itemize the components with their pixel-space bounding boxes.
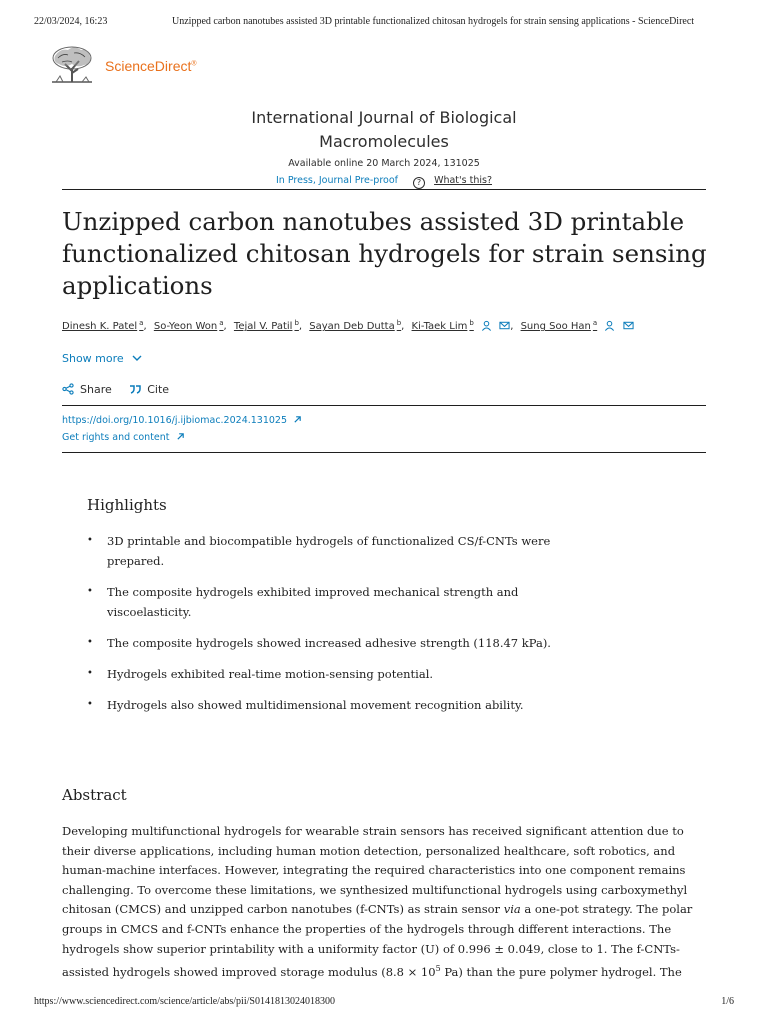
title-line2: functionalized chitosan hydrogels for strain sensing [62, 239, 707, 268]
print-footer [34, 996, 734, 1010]
highlights-list [87, 531, 567, 726]
share-label: Share [80, 383, 112, 396]
print-datetime: 22/03/2024, 16:23 [34, 16, 108, 27]
cite-button[interactable] [129, 383, 169, 396]
quote-icon [129, 383, 141, 395]
brand-name: ScienceDirect® [105, 58, 197, 74]
metadata-divider [62, 452, 706, 453]
author-link[interactable]: Tejal V. Patil $^b$ [233, 319, 299, 333]
header-divider [62, 189, 706, 190]
journal-name[interactable] [0, 106, 768, 154]
availability-date: Available online 20 March 2024, 131025 [288, 158, 480, 169]
author-list [62, 319, 712, 332]
question-icon[interactable]: ? [413, 177, 425, 189]
list-item: • The composite hydrogels exhibited improved mechanical strength and viscoelasticity. [87, 582, 567, 622]
journal-name-line2[interactable]: Macromolecules [319, 132, 449, 151]
author-link[interactable]: Sung Soo Han $^a$ [520, 319, 598, 333]
author-separator: , [510, 321, 514, 333]
list-item: • Hydrogels also showed multidimensional movement recognition ability. [87, 695, 567, 715]
author-link[interactable]: So-Yeon Won $^a$ [153, 319, 224, 333]
title-line3: applications [62, 271, 213, 300]
mail-icon[interactable] [623, 320, 634, 331]
sciencedirect-logo[interactable] [48, 44, 248, 84]
author-separator: , [143, 321, 147, 333]
journal-name-line1[interactable]: International Journal of Biological [251, 108, 517, 127]
publication-status [0, 175, 768, 189]
list-item: • Hydrogels exhibited real-time motion-sensing potential. [87, 664, 567, 684]
mail-icon[interactable] [499, 320, 510, 331]
author-link[interactable]: Sayan Deb Dutta $^b$ [309, 319, 402, 333]
share-icon [62, 383, 74, 395]
highlights-heading: Highlights [87, 496, 167, 514]
doi-link[interactable] [62, 415, 302, 426]
author-link[interactable]: Dinesh K. Patel $^a$ [62, 319, 144, 333]
doi-text: https://doi.org/10.1016/j.ijbiomac.2024.131025 [62, 415, 288, 426]
external-link-icon [293, 415, 302, 424]
article-actions [62, 383, 183, 396]
author-link[interactable]: Ki-Taek Lim $^b$ [411, 319, 474, 333]
abstract-text: Developing multifunctional hydrogels for wearable strain sensors has received significant attention due to their diverse applications, including human motion detection, personalized healthcare, soft robotics, and human-machine interfaces. However, integrating the required characteristics into one component remains challenging. To overcome these limitations, we synthesized multifunctional hydrogels using carboxymethyl chitosan (CMCS) and unzipped carbon nanotubes (f-CNTs) as strain sensor via a one-pot strategy. The polar groups in CMCS and f-CNTs enhance the properties of the hydrogels through different interactions. The hydrogels show superior printability with a uniformity factor (U) of 0.996 ± 0.049, close to 1. The f-CNTs- assisted hydrogels showed improved storage modulus ($8.8 \times 10^5$ Pa) than the pure polymer hydrogel. The [62, 824, 693, 979]
author-separator: , [401, 321, 405, 333]
preproof-link[interactable]: In Press, Journal Pre-proof [276, 175, 398, 186]
show-more-button[interactable] [62, 352, 143, 365]
author-separator: , [223, 321, 227, 333]
person-icon[interactable] [481, 320, 492, 331]
page-number: 1/6 [721, 996, 734, 1007]
rights-link[interactable] [62, 432, 185, 443]
elsevier-tree-icon [48, 44, 96, 84]
author-separator: , [298, 321, 303, 333]
cite-label: Cite [147, 383, 170, 396]
list-item: • 3D printable and biocompatible hydrogels of functionalized CS/f-CNTs were prepared. [87, 531, 567, 571]
actions-divider [62, 405, 706, 406]
rights-text: Get rights and content [62, 432, 170, 443]
print-url: https://www.sciencedirect.com/science/article/abs/pii/S0141813024018300 [34, 996, 335, 1007]
share-button[interactable] [62, 383, 112, 396]
print-header [34, 16, 734, 30]
person-icon[interactable] [604, 320, 615, 331]
show-more-label: Show more [62, 352, 124, 365]
article-title [62, 206, 712, 302]
list-item: • The composite hydrogels showed increased adhesive strength (118.47 kPa). [87, 633, 567, 653]
chevron-down-icon [131, 352, 143, 364]
title-line1: Unzipped carbon nanotubes assisted 3D printable [62, 207, 685, 236]
abstract-heading: Abstract [62, 786, 127, 804]
whats-this-link[interactable]: What's this? [434, 175, 492, 186]
external-link-icon [176, 432, 185, 441]
print-page-title: Unzipped carbon nanotubes assisted 3D printable functionalized chitosan hydrogels for strain sensing applications - ScienceDirect [172, 16, 695, 27]
